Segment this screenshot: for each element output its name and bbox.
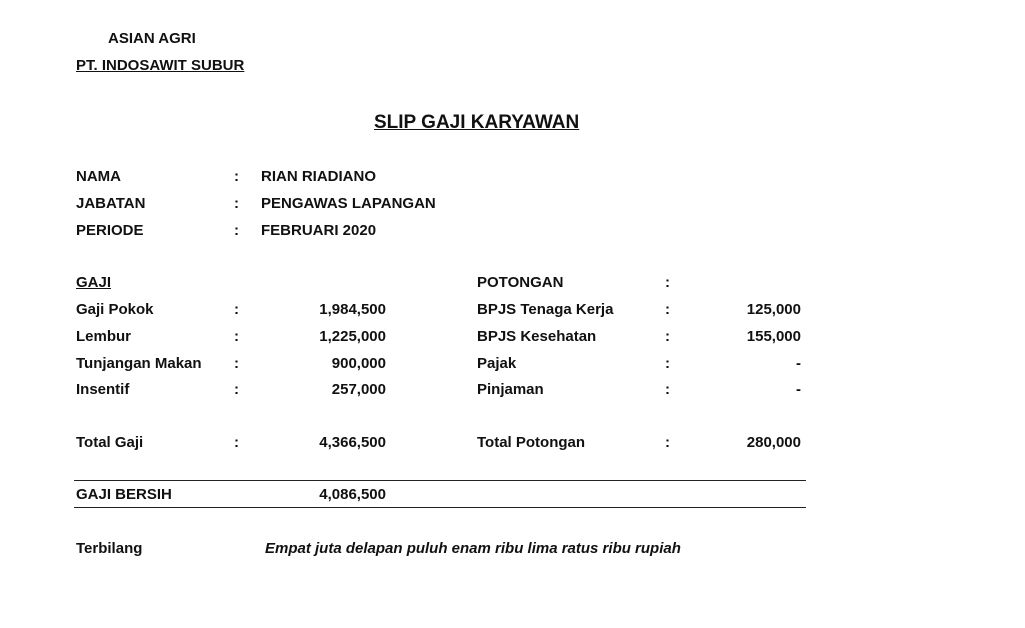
- colon: :: [234, 434, 239, 451]
- colon: :: [665, 328, 670, 345]
- colon: :: [234, 222, 239, 239]
- colon: :: [234, 168, 239, 185]
- colon: :: [665, 434, 670, 451]
- employee-position-label: JABATAN: [76, 195, 146, 212]
- potongan-item-label: BPJS Tenaga Kerja: [477, 301, 614, 318]
- potongan-item-value: -: [796, 355, 801, 372]
- employee-period-label: PERIODE: [76, 222, 144, 239]
- potongan-item-value: 125,000: [746, 301, 801, 318]
- net-salary-label: GAJI BERSIH: [76, 486, 172, 503]
- colon: :: [234, 355, 239, 372]
- potongan-header: POTONGAN: [477, 274, 564, 291]
- colon: :: [665, 301, 670, 318]
- employee-period-value: FEBRUARI 2020: [261, 222, 377, 239]
- potongan-item-label: Pinjaman: [477, 381, 544, 398]
- potongan-item-value: -: [796, 381, 801, 398]
- gaji-item-label: Gaji Pokok: [76, 301, 154, 318]
- gaji-item-value: 257,000: [331, 381, 386, 398]
- company-group: ASIAN AGRI: [108, 30, 196, 47]
- colon: :: [234, 328, 239, 345]
- colon: :: [234, 301, 239, 318]
- potongan-item-label: BPJS Kesehatan: [477, 328, 597, 345]
- gaji-item-label: Lembur: [76, 328, 132, 345]
- employee-name-value: RIAN RIADIANO: [261, 168, 376, 185]
- total-gaji-label: Total Gaji: [76, 434, 144, 451]
- colon: :: [665, 355, 670, 372]
- divider-top: [74, 480, 806, 481]
- potongan-item-value: 155,000: [746, 328, 801, 345]
- gaji-item-value: 1,984,500: [319, 301, 386, 318]
- colon: :: [234, 381, 239, 398]
- total-potongan-label: Total Potongan: [477, 434, 586, 451]
- net-salary-value: 4,086,500: [319, 486, 386, 503]
- colon: :: [665, 274, 670, 291]
- gaji-item-label: Tunjangan Makan: [76, 355, 202, 372]
- colon: :: [234, 195, 239, 212]
- gaji-header: GAJI: [76, 274, 112, 291]
- terbilang-value: Empat juta delapan puluh enam ribu lima ratus ribu rupiah: [265, 540, 681, 557]
- employee-name-label: NAMA: [76, 168, 121, 185]
- divider-bottom: [74, 507, 806, 508]
- gaji-item-value: 900,000: [331, 355, 386, 372]
- employee-position-value: PENGAWAS LAPANGAN: [261, 195, 436, 212]
- gaji-item-value: 1,225,000: [319, 328, 386, 345]
- total-potongan-value: 280,000: [746, 434, 801, 451]
- gaji-item-label: Insentif: [76, 381, 130, 398]
- colon: :: [665, 381, 670, 398]
- total-gaji-value: 4,366,500: [319, 434, 386, 451]
- company-name: PT. INDOSAWIT SUBUR: [76, 57, 245, 74]
- page-title: SLIP GAJI KARYAWAN: [374, 112, 580, 133]
- potongan-item-label: Pajak: [477, 355, 517, 372]
- terbilang-label: Terbilang: [76, 540, 143, 557]
